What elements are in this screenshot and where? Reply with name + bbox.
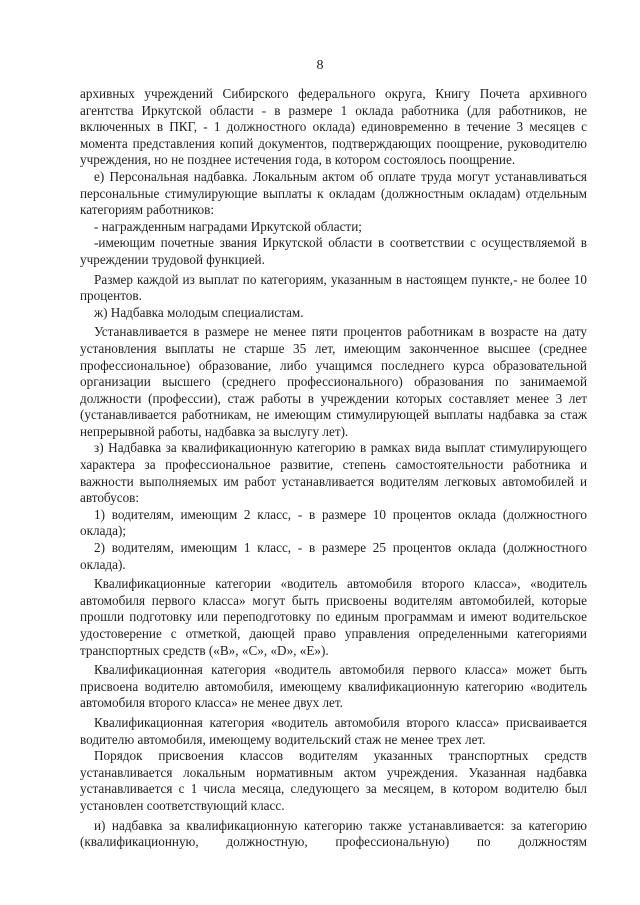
paragraph-young-specialist-terms: Устанавливается в размере не менее пяти процентов работникам в возрасте на дату установления выплаты не старше 35 лет, имеющим законченное высшее (среднее профессиональное) образование, либо учащимся последнего курса образовательной организации высшего (среднего профессионального) образования по занимаемой должности (профессии), стаж работы в учреждении которых составляет менее 3 лет (устанавливается работникам, не имеющим стимулирующей выплаты надбавка за стаж непрерывной работы, надбавка за выслугу лет). [80, 324, 587, 439]
paragraph-class-assignment-procedure: Порядок присвоения классов водителям указанных транспортных средств устанавливается локальным нормативным актом учреждения. Указанная надбавка устанавливается с 1 числа месяца, следующего за месяцем, в котором водителю был установлен соответствующий класс. [80, 748, 587, 813]
paragraph-category-allowance-also: и) надбавка за квалификационную категорию также устанавливается: за категорию (квалификационную, должностную, профессиональную) по должностям [80, 817, 587, 850]
paragraph-payment-size: Размер каждой из выплат по категориям, указанным в настоящем пункте,- не более 10 процентов. [80, 271, 587, 304]
paragraph-driver-categories: Квалификационные категории «водитель автомобиля второго класса», «водитель автомобиля первого класса» могут быть присвоены водителям автомобилей, которые прошли подготовку или переподготовку по единым программам и имеют водительское удостоверение с отметкой, дающей право управления определенными категориями транспортных средств («В», «С», «D», «Е»). [80, 576, 587, 658]
paragraph-archive-book-of-honor: архивных учреждений Сибирского федерального округа, Книгу Почета архивного агентства Иркутской области - в размере 1 оклада работника (для работников, не включенных в ПКГ, - 1 должностного оклада) единовременно в течение 3 месяцев с момента представления копий документов, подтверждающих поощрение, руководителю учреждения, но не позднее истечения года, в котором состоялось поощрение. [80, 86, 587, 168]
paragraph-young-specialist-heading: ж) Надбавка молодым специалистам. [94, 304, 304, 320]
paragraph-first-class-assignment: Квалификационная категория «водитель автомобиля первого класса» может быть присвоена водителю автомобиля, имеющему квалификационную категорию «водитель автомобиля второго класса» не менее двух лет. [80, 662, 587, 711]
list-item-class-2-drivers: 1) водителям, имеющим 2 класс, - в размере 10 процентов оклада (должностного оклада); [80, 506, 587, 539]
list-item-honorary-titles: -имеющим почетные звания Иркутской области в соответствии с осуществляемой в учреждении трудовой функцией. [80, 235, 587, 267]
paragraph-personal-allowance: е) Персональная надбавка. Локальным актом об оплате труда могут устанавливаться персональные стимулирующие выплаты к окладам (должностным окладам) отдельным категориям работников: [80, 168, 587, 218]
document-body [80, 86, 587, 851]
list-item-class-1-drivers: 2) водителям, имеющим 1 класс, - в размере 25 процентов оклада (должностного оклада). [80, 540, 587, 572]
paragraph-qualification-category-allowance: з) Надбавка за квалификационную категорию в рамках вида выплат стимулирующего характера за профессиональное развитие, степень самостоятельности работника и важности выполняемых им работ устанавливается водителям легковых автомобилей и автобусов: [80, 440, 587, 506]
paragraph-second-class-assignment: Квалификационная категория «водитель автомобиля второго класса» присваивается водителю автомобиля, имеющему водительский стаж не менее трех лет. [80, 714, 587, 747]
page-number: 8 [316, 58, 324, 73]
list-item-awarded-irkutsk: - награжденным наградами Иркутской области; [94, 218, 362, 234]
